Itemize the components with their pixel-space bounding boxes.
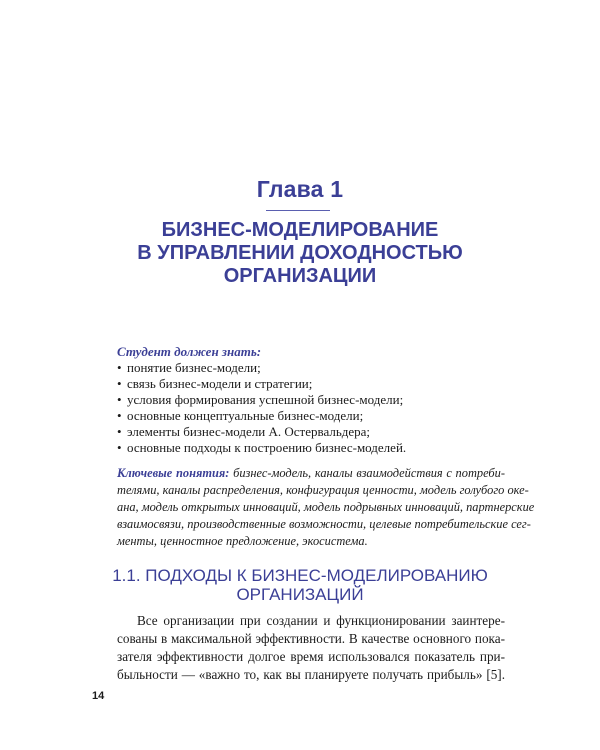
key-concepts-line: менты, ценностное предложение, экосистема. bbox=[117, 534, 368, 548]
chapter-divider bbox=[266, 210, 330, 211]
key-concepts-line bbox=[117, 465, 505, 482]
chapter-title bbox=[0, 219, 600, 288]
list-item-text: основные концептуальные бизнес-модели; bbox=[127, 408, 364, 423]
list-item bbox=[117, 360, 517, 376]
page-number: 14 bbox=[92, 690, 105, 702]
body-line: Все организации при создании и функционировании заинтере- bbox=[137, 613, 505, 628]
bullet-icon: • bbox=[117, 440, 122, 455]
list-item-text: связь бизнес-модели и стратегии; bbox=[127, 376, 313, 391]
list-item-text: условия формирования успешной бизнес-модели; bbox=[127, 392, 404, 407]
bullet-icon: • bbox=[117, 360, 122, 375]
bullet-icon: • bbox=[117, 392, 122, 407]
bullet-icon: • bbox=[117, 424, 122, 439]
list-item bbox=[117, 376, 517, 392]
body-paragraph bbox=[117, 612, 505, 684]
key-concepts-term: Ключевые понятия: bbox=[117, 466, 230, 480]
key-concepts-text: бизнес-модель, каналы взаимодействия с потреби- bbox=[229, 466, 505, 480]
section-title bbox=[0, 566, 600, 604]
chapter-title-line: В УПРАВЛЕНИИ ДОХОДНОСТЬЮ bbox=[137, 242, 463, 264]
body-line: зателя эффективности долгое время использовался показатель при- bbox=[117, 649, 505, 664]
list-item-text: понятие бизнес-модели; bbox=[127, 360, 261, 375]
body-line: сованы в максимальной эффективности. В качестве основного пока- bbox=[117, 631, 505, 646]
chapter-label: Глава 1 bbox=[256, 176, 344, 202]
learning-objectives-heading: Студент должен знать: bbox=[117, 344, 262, 359]
key-concepts bbox=[117, 465, 535, 550]
key-concepts-line: телями, каналы распределения, конфигурация ценности, модель голубого оке- bbox=[117, 483, 529, 497]
section-title-line: 1.1. ПОДХОДЫ К БИЗНЕС-МОДЕЛИРОВАНИЮ bbox=[112, 566, 488, 585]
learning-objectives bbox=[117, 344, 517, 456]
body-line: быльности — «важно то, как вы планируете получать прибыль» [5]. bbox=[117, 667, 505, 682]
list-item bbox=[117, 440, 517, 456]
list-item-text: основные подходы к построению бизнес-моделей. bbox=[127, 440, 407, 455]
key-concepts-line: взаимосвязи, производственные возможности, целевые потребительские сег- bbox=[117, 517, 531, 531]
bullet-icon: • bbox=[117, 376, 122, 391]
list-item bbox=[117, 408, 517, 424]
chapter-title-line: БИЗНЕС-МОДЕЛИРОВАНИЕ bbox=[161, 219, 439, 241]
learning-objectives-list bbox=[117, 360, 517, 456]
list-item-text: элементы бизнес-модели А. Остервальдера; bbox=[127, 424, 371, 439]
list-item bbox=[117, 424, 517, 440]
section-title-line: ОРГАНИЗАЦИЙ bbox=[236, 585, 364, 604]
key-concepts-line: ана, модель открытых инноваций, модель подрывных инноваций, партнерские bbox=[117, 500, 535, 514]
list-item bbox=[117, 392, 517, 408]
bullet-icon: • bbox=[117, 408, 122, 423]
chapter-title-line: ОРГАНИЗАЦИИ bbox=[223, 265, 377, 287]
